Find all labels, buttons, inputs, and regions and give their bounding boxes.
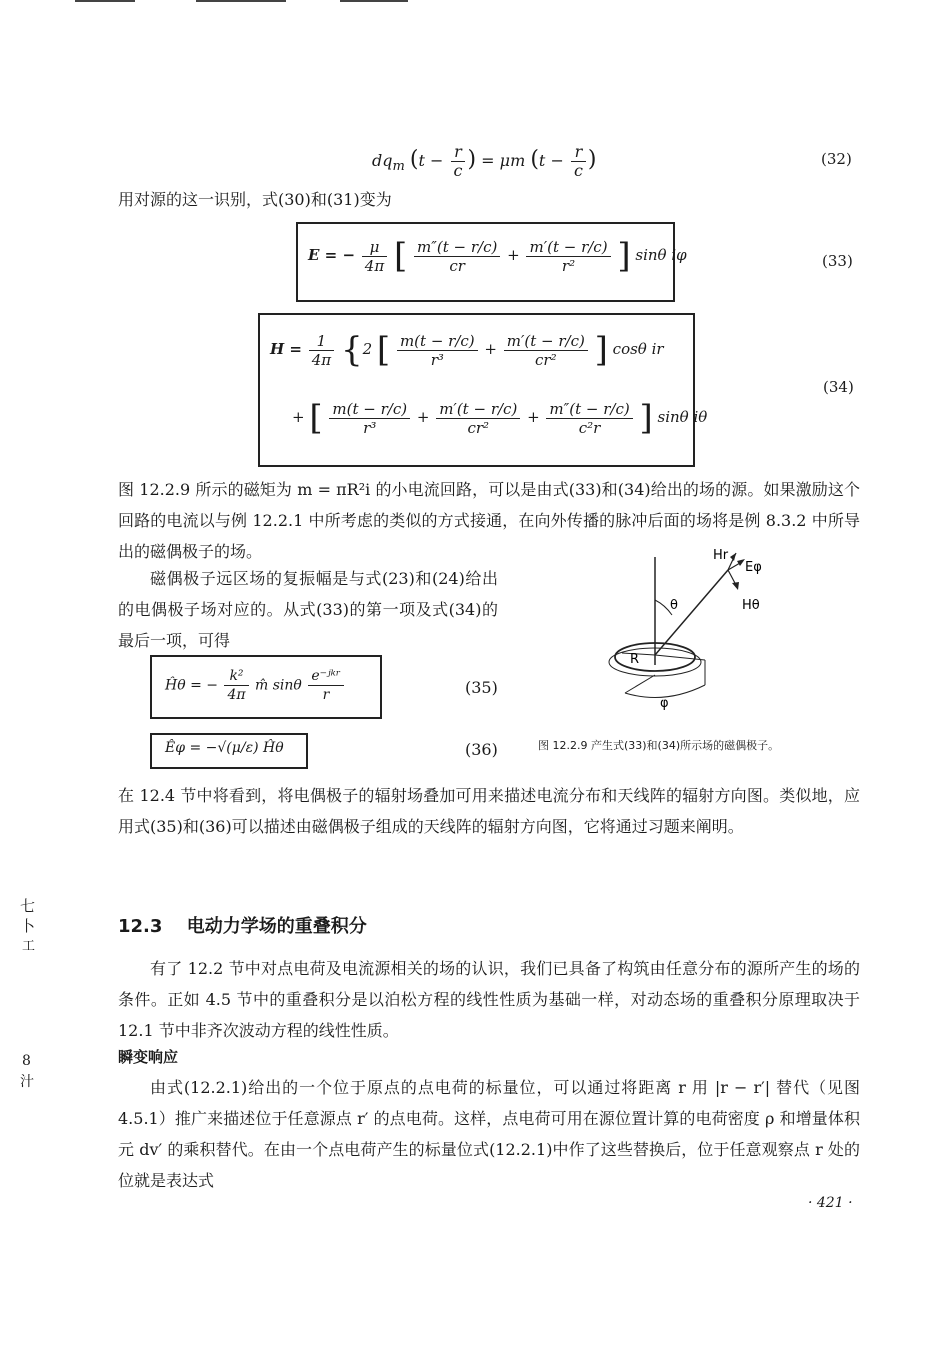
paragraph-1: 图 12.2.9 所示的磁矩为 m = πR²i 的小电流回路，可以是由式(33)和(34)给出的场的源。如果激励这个回路的电流以与例 12.2.1 中所考虑的类似的方式接通，在向外传播的脉冲后面的场将是例 8.3.2 中所导出的磁偶极子的场。 xyxy=(118,480,860,561)
intro-text: 用对源的这一识别，式(30)和(31)变为 xyxy=(118,190,392,209)
equation-34-line2: + [ $\frac{m(t - r/c)}{\text{r³}}$ + $\frac{m'(t - r/c)}{\text{cr²}}$ + $\frac{m''(t - r/c)}{\text{c²r}}$ ] sinθ iθ xyxy=(292,398,708,438)
label-phi: φ xyxy=(660,696,669,711)
paragraph-5: 由式(12.2.1)给出的一个位于原点的点电荷的标量位，可以通过将距离 r 用 |r − r′| 替代（见图 4.5.1）推广来描述位于任意源点 r′ 的点电荷。这样，点电荷可用在源位置计算的电荷密度 ρ 和增量体积元 dv′ 的乘积替代。在由一个点电荷产生的标量位式(12.2.1)中作了这些替换后，位于任意观察点 r 处的位就是表达式 xyxy=(118,1078,860,1190)
label-R: R xyxy=(630,652,640,667)
label-Ephi: Eφ xyxy=(745,560,762,575)
paragraph-3: 在 12.4 节中将看到，将电偶极子的辐射场叠加可用来描述电流分布和天线阵的辐射方向图。类似地，应用式(35)和(36)可以描述由磁偶极子组成的天线阵的辐射方向图，它将通过习题来阐明。 xyxy=(118,786,860,836)
paragraph-4: 有了 12.2 节中对点电荷及电流源相关的场的认识，我们已具备了构筑由任意分布的源所产生的场的条件。正如 4.5 节中的重叠积分是以泊松方程的线性性质为基础一样，对动态场的重叠积分原理取决于 12.1 节中非齐次波动方程的线性性质。 xyxy=(118,959,860,1040)
figure-magnetic-dipole xyxy=(580,545,790,715)
equation-34-number: (34) xyxy=(823,378,854,396)
equation-33: E = − $\frac{\mu}{4\pi}$ [ $\frac{m''(t - r/c)}{cr}$ + $\frac{m'(t - r/c)}{\text{r²}}$ ] sinθ iφ xyxy=(308,236,687,276)
margin-mark-a: 七 xyxy=(20,897,36,915)
equation-35: Ĥθ = − $\frac{\text{k²}}{4\pi}$ m̂ sinθ $\frac{\text{e⁻ʲᵏʳ}}{r}$ xyxy=(165,667,346,704)
scan-line-1 xyxy=(75,0,135,2)
page-number: · 421 · xyxy=(808,1195,853,1211)
margin-mark-c: 工 xyxy=(22,939,36,954)
scan-line-3 xyxy=(340,0,408,2)
subheading-transient: 瞬变响应 xyxy=(118,1048,179,1066)
equation-36: Êφ = −√(μ/ε) Ĥθ xyxy=(165,740,284,756)
figure-caption: 图 12.2.9 产生式(33)和(34)所示场的磁偶极子。 xyxy=(538,739,780,752)
scan-line-2 xyxy=(196,0,286,2)
section-title: 电动力学场的重叠积分 xyxy=(186,916,367,937)
label-Htheta: Hθ xyxy=(742,598,760,613)
equation-34-line1: H = $\frac{1}{4\pi}$ {2 [ $\frac{m(t - r/c)}{\text{r³}}$ + $\frac{m'(t - r/c)}{\text{cr²}}$ ] cosθ ir xyxy=(270,330,664,370)
section-heading xyxy=(118,912,367,938)
equation-36-number: (36) xyxy=(465,740,498,759)
margin-mark-e: 汁 xyxy=(20,1074,34,1090)
label-theta: θ xyxy=(670,598,678,613)
paragraph-2: 磁偶极子远区场的复振幅是与式(23)和(24)给出的电偶极子场对应的。从式(33)的第一项及式(34)的最后一项，可得 xyxy=(118,569,498,650)
equation-32: $dq_m$ (t − $\frac{r}{c}$ ) = μm (t − $\frac{r}{c}$ ) xyxy=(372,142,597,180)
section-number: 12.3 xyxy=(118,916,163,937)
margin-mark-d: 8 xyxy=(22,1053,31,1069)
label-Hr: Hr xyxy=(713,548,729,563)
equation-32-number: (32) xyxy=(821,150,852,168)
margin-mark-b: 卜 xyxy=(20,917,36,935)
equation-33-number: (33) xyxy=(822,252,853,270)
equation-35-number: (35) xyxy=(465,678,498,697)
